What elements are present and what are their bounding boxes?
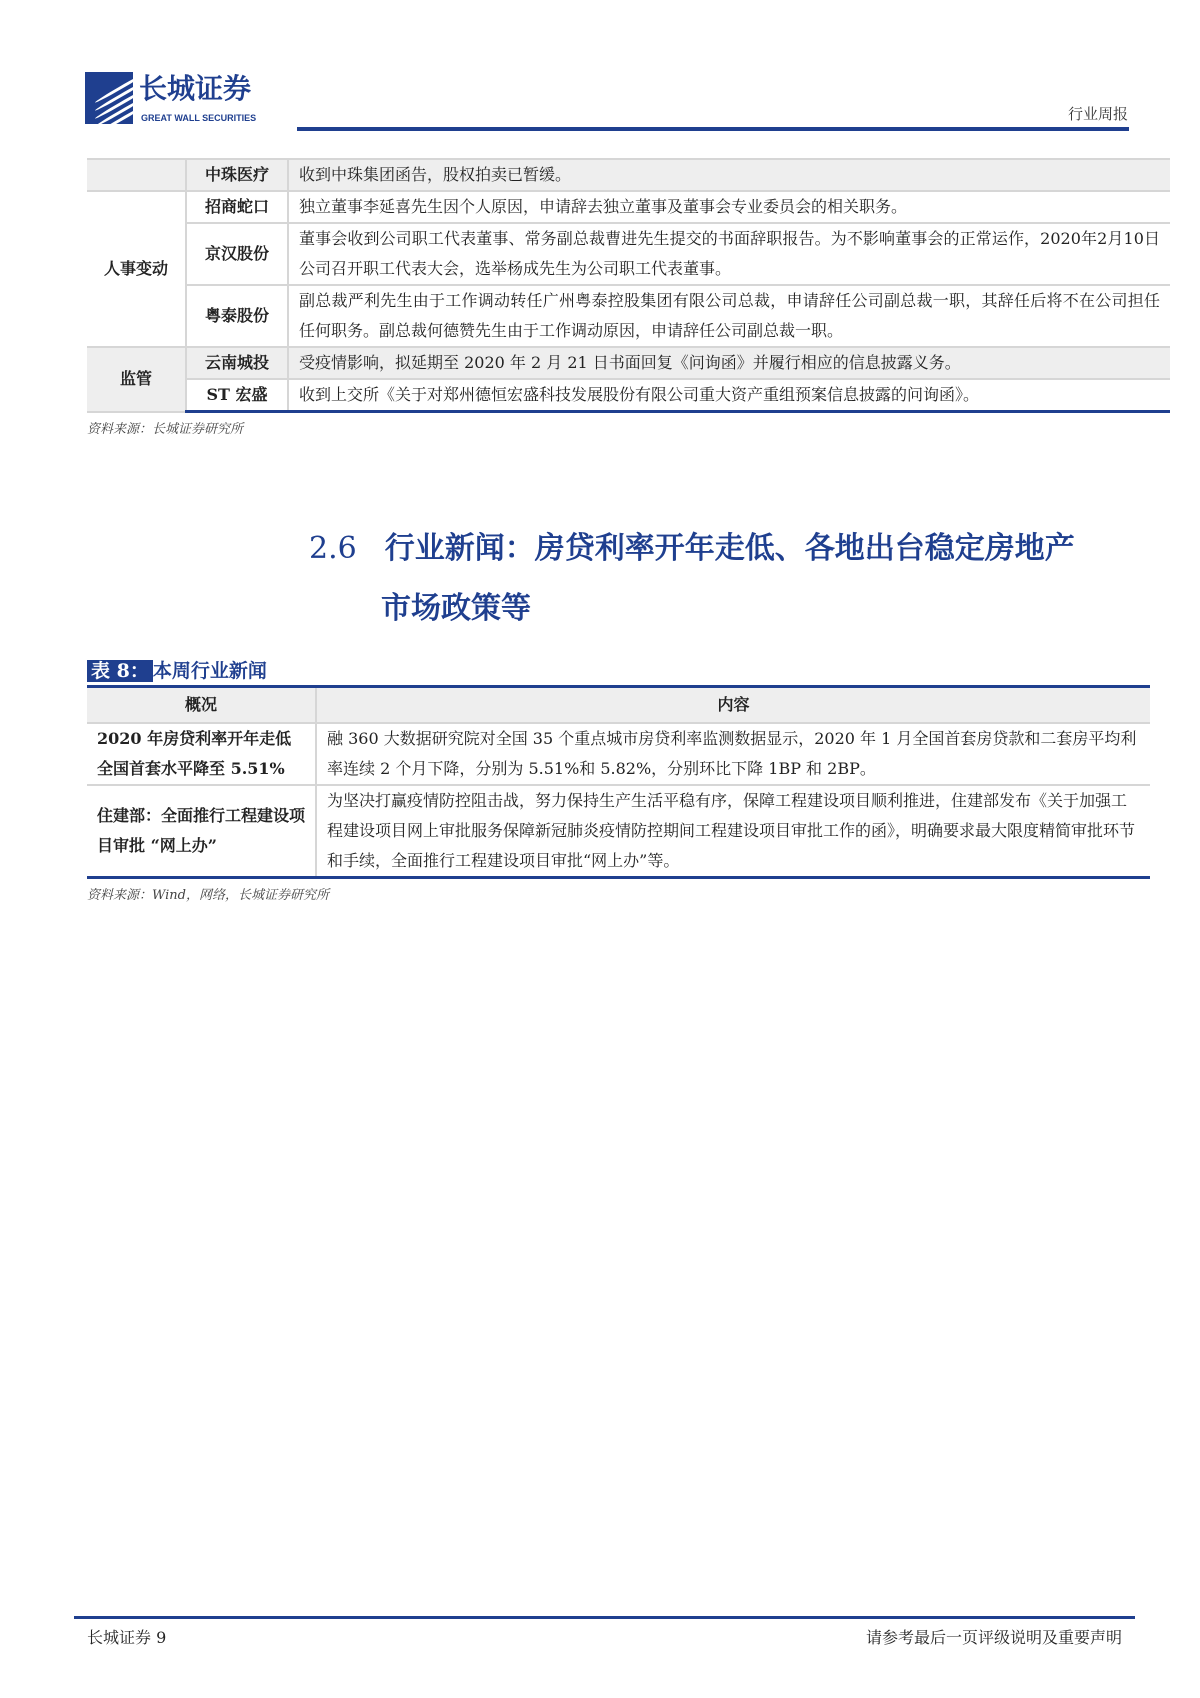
company-events-table — [87, 158, 1170, 413]
company-cell: 中珠医疗 — [186, 159, 288, 191]
company-cell: 招商蛇口 — [186, 191, 288, 223]
column-header: 内容 — [316, 687, 1150, 724]
content-cell: 收到上交所《关于对郑州德恒宏盛科技发展股份有限公司重大资产重组预案信息披露的问询函》。 — [288, 379, 1170, 412]
table-row — [87, 723, 1150, 785]
table2-source: 资料来源：Wind，网络，长城证券研究所 — [87, 888, 329, 903]
header-divider — [297, 127, 1129, 131]
logo-text-cn: 长城证券 — [139, 72, 252, 105]
company-cell: 云南城投 — [186, 347, 288, 379]
industry-news-table — [87, 685, 1150, 879]
table-row — [87, 159, 1170, 191]
content-cell: 独立董事李延喜先生因个人原因，申请辞去独立董事及董事会专业委员会的相关职务。 — [288, 191, 1170, 223]
table-header-row — [87, 687, 1150, 724]
table-row — [87, 285, 1170, 347]
report-type: 行业周报 — [1067, 105, 1128, 123]
content-cell: 董事会收到公司职工代表董事、常务副总裁曹进先生提交的书面辞职报告。为不影响董事会的正常运作，2020年2月10日公司召开职工代表大会，选举杨成先生为公司职工代表董事。 — [288, 223, 1170, 285]
table2-caption-title: 本周行业新闻 — [152, 660, 267, 682]
table-row — [87, 379, 1170, 412]
content-cell: 收到中珠集团函告，股权拍卖已暂缓。 — [288, 159, 1170, 191]
section-title-line2: 市场政策等 — [381, 591, 531, 626]
category-cell: 监管 — [87, 347, 186, 412]
company-cell: 粤泰股份 — [186, 285, 288, 347]
footer-divider — [74, 1616, 1135, 1619]
logo-text-en: GREAT WALL SECURITIES — [141, 113, 257, 123]
column-header: 概况 — [87, 687, 316, 724]
section-title-line1: 行业新闻：房贷利率开年走低、各地出台稳定房地产 — [384, 531, 1075, 566]
table2-caption-label: 表 8： — [87, 660, 153, 682]
content-cell: 副总裁严利先生由于工作调动转任广州粤泰控股集团有限公司总裁，申请辞任公司副总裁一职，其辞任后将不在公司担任任何职务。副总裁何德赞先生由于工作调动原因，申请辞任公司副总裁一职。 — [288, 285, 1170, 347]
category-cell — [87, 159, 186, 191]
table-row — [87, 347, 1170, 379]
footer-page: 长城证券 9 — [87, 1628, 167, 1647]
category-cell: 人事变动 — [87, 191, 186, 347]
summary-cell: 住建部：全面推行工程建设项目审批 “网上办” — [87, 785, 316, 878]
table-row — [87, 223, 1170, 285]
section-heading — [309, 519, 1170, 639]
content-cell: 为坚决打赢疫情防控阻击战，努力保持生产生活平稳有序，保障工程建设项目顺利推进，住建部发布《关于加强工程建设项目网上审批服务保障新冠肺炎疫情防控期间工程建设项目审批工作的函》，明确要求最大限度精简审批环节和手续，全面推行工程建设项目审批“网上办”等。 — [316, 785, 1150, 878]
table-row — [87, 191, 1170, 223]
table1-source: 资料来源：长城证券研究所 — [87, 422, 244, 437]
table2-caption — [87, 657, 1170, 685]
table-row — [87, 785, 1150, 878]
content-cell: 受疫情影响，拟延期至 2020 年 2 月 21 日书面回复《问询函》并履行相应的信息披露义务。 — [288, 347, 1170, 379]
content-cell: 融 360 大数据研究院对全国 35 个重点城市房贷利率监测数据显示，2020 年 1 月全国首套房贷款和二套房平均利率连续 2 个月下降，分别为 5.51%和 5.82%，分别环比下降 1BP 和 2BP。 — [316, 723, 1150, 785]
footer-disclaimer: 请参考最后一页评级说明及重要声明 — [865, 1628, 1122, 1647]
summary-cell: 2020 年房贷利率开年走低 全国首套水平降至 5.51% — [87, 723, 316, 785]
logo-mark-icon — [85, 72, 133, 124]
company-logo — [85, 72, 295, 128]
company-cell: 京汉股份 — [186, 223, 288, 285]
main-content — [87, 158, 1170, 905]
section-number: 2.6 — [309, 531, 357, 566]
company-cell: ST 宏盛 — [186, 379, 288, 412]
